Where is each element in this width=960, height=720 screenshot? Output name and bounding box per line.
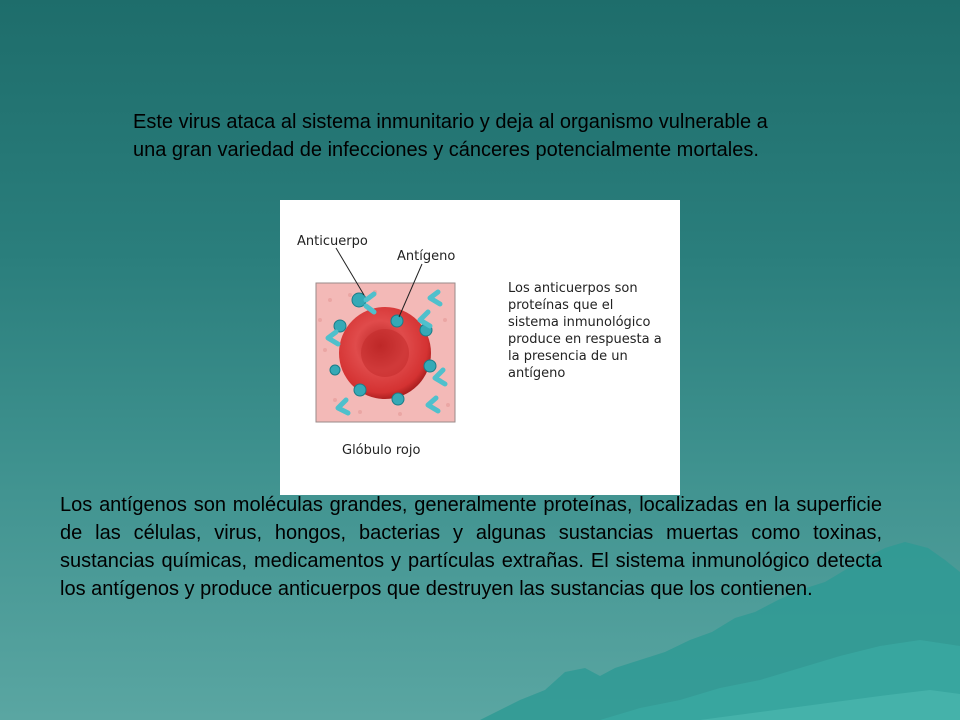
antibody-label: Anticuerpo xyxy=(297,234,368,249)
antigen-description-paragraph: Los antígenos son moléculas grandes, generalmente proteínas, localizadas en la superficie de las células, virus, hongos, bacterias y algunas sustancias muertas como toxinas, sustancias químicas, medicamentos y partículas extrañas. El sistema inmunológico detecta los antígenos y produce anticuerpos que destruyen las sustancias que los contienen. xyxy=(60,494,882,600)
antigen-label: Antígeno xyxy=(397,249,456,264)
intro-paragraph: Este virus ataca al sistema inmunitario y deja al organismo vulnerable a una gran variedad de infecciones y cánceres potencialmente mortales. xyxy=(133,111,768,161)
antibody-figure xyxy=(280,200,680,495)
red-cell-label: Glóbulo rojo xyxy=(342,443,421,458)
figure-caption: Los anticuerpos son proteínas que el sistema inmunológico produce en respuesta a la presencia de un antígeno xyxy=(508,281,662,381)
